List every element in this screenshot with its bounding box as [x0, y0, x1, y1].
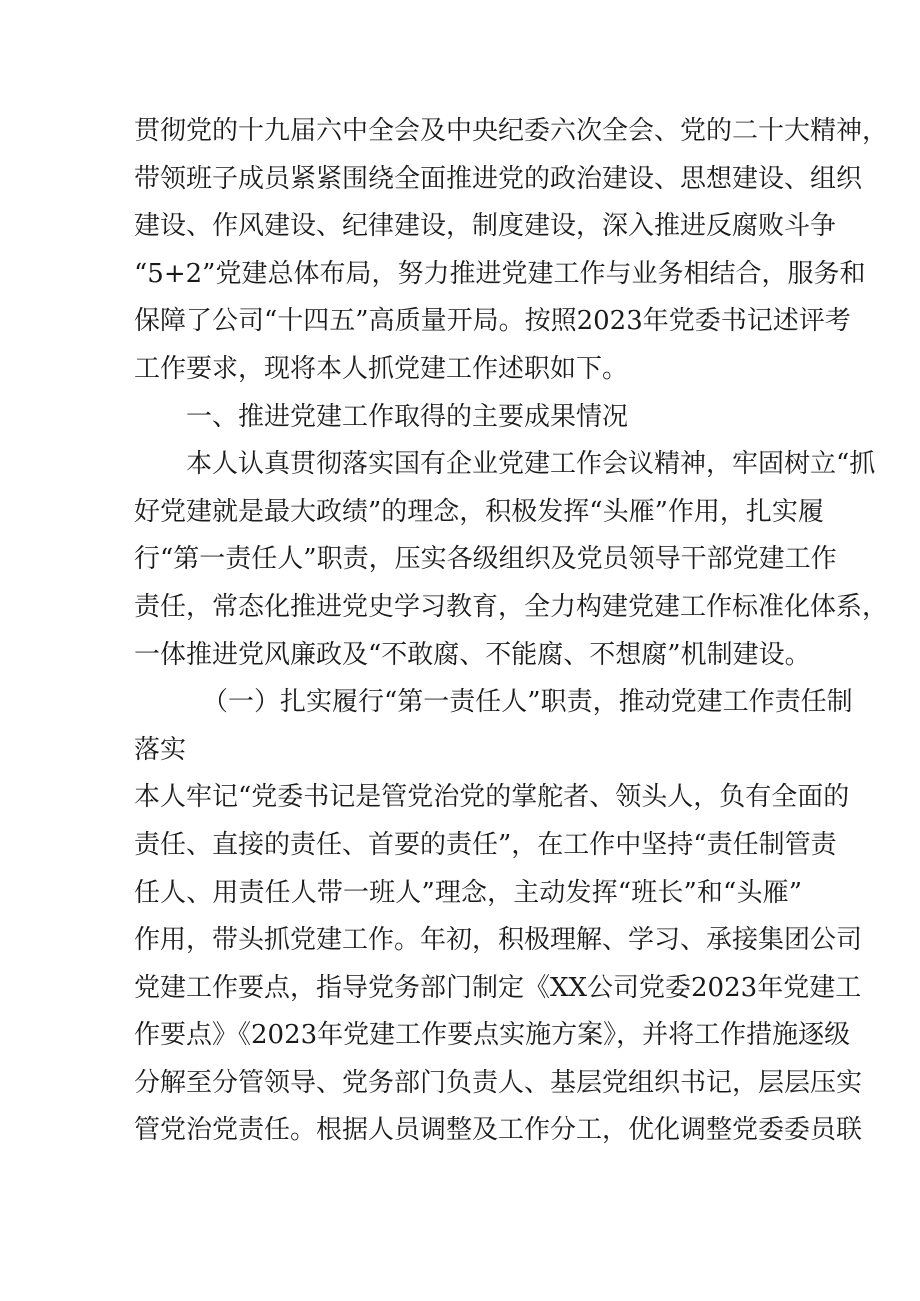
text-line: 好党建就是最大政绩”的理念，积极发挥“头雁”作用，扎实履: [134, 496, 824, 527]
document-body: [134, 108, 889, 1155]
text-line: 一体推进党风廉政及“不敢腐、不能腐、不想腐”机制建设。: [134, 639, 811, 670]
text-line: 本人牢记“党委书记是管党治党的掌舵者、领头人，负有全面的: [134, 782, 850, 813]
text-line: 作用，带头抓党建工作。年初，积极理解、学习、承接集团公司: [134, 925, 863, 956]
text-line: 落实: [134, 734, 187, 765]
text-line: 保障了公司“十四五”高质量开局。按照2023年党委书记述评考: [134, 306, 851, 337]
text-line: “5+2”党建总体布局，努力推进党建工作与业务相结合，服务和: [134, 258, 866, 289]
text-line: 一、推进党建工作取得的主要成果情况: [186, 401, 629, 432]
text-line: 管党治党责任。根据人员调整及工作分工，优化调整党委委员联: [134, 1115, 863, 1146]
text-line: 工作要求，现将本人抓党建工作述职如下。: [134, 353, 629, 384]
text-line: 本人认真贯彻落实国有企业党建工作会议精神，牢固树立“抓: [186, 449, 876, 480]
text-line: 责任、直接的责任、首要的责任”，在工作中坚持“责任制管责: [134, 829, 837, 860]
text-line: 带领班子成员紧紧围绕全面推进党的政治建设、思想建设、组织: [134, 163, 863, 194]
text-line: 作要点》《2023年党建工作要点实施方案》，并将工作措施逐级: [134, 1020, 851, 1051]
text-line: 贯彻党的十九届六中全会及中央纪委六次全会、党的二十大精神，: [134, 116, 889, 146]
text-line: 建设、作风建设、纪律建设，制度建设，深入推进反腐败斗争: [134, 211, 837, 242]
text-line: 分解至分管领导、党务部门负责人、基层党组织书记，层层压实: [134, 1067, 863, 1098]
text-line: （一）扎实履行“第一责任人”职责，推动党建工作责任制: [202, 687, 853, 718]
text-line: 党建工作要点，指导党务部门制定《XX公司党委2023年党建工: [134, 972, 862, 1003]
text-line: 责任，常态化推进党史学习教育，全力构建党建工作标准化体系，: [134, 591, 889, 622]
text-line: 任人、用责任人带一班人”理念，主动发挥“班长”和“头雁”: [134, 877, 802, 908]
text-line: 行“第一责任人”职责，压实各级组织及党员领导干部党建工作: [134, 544, 837, 575]
